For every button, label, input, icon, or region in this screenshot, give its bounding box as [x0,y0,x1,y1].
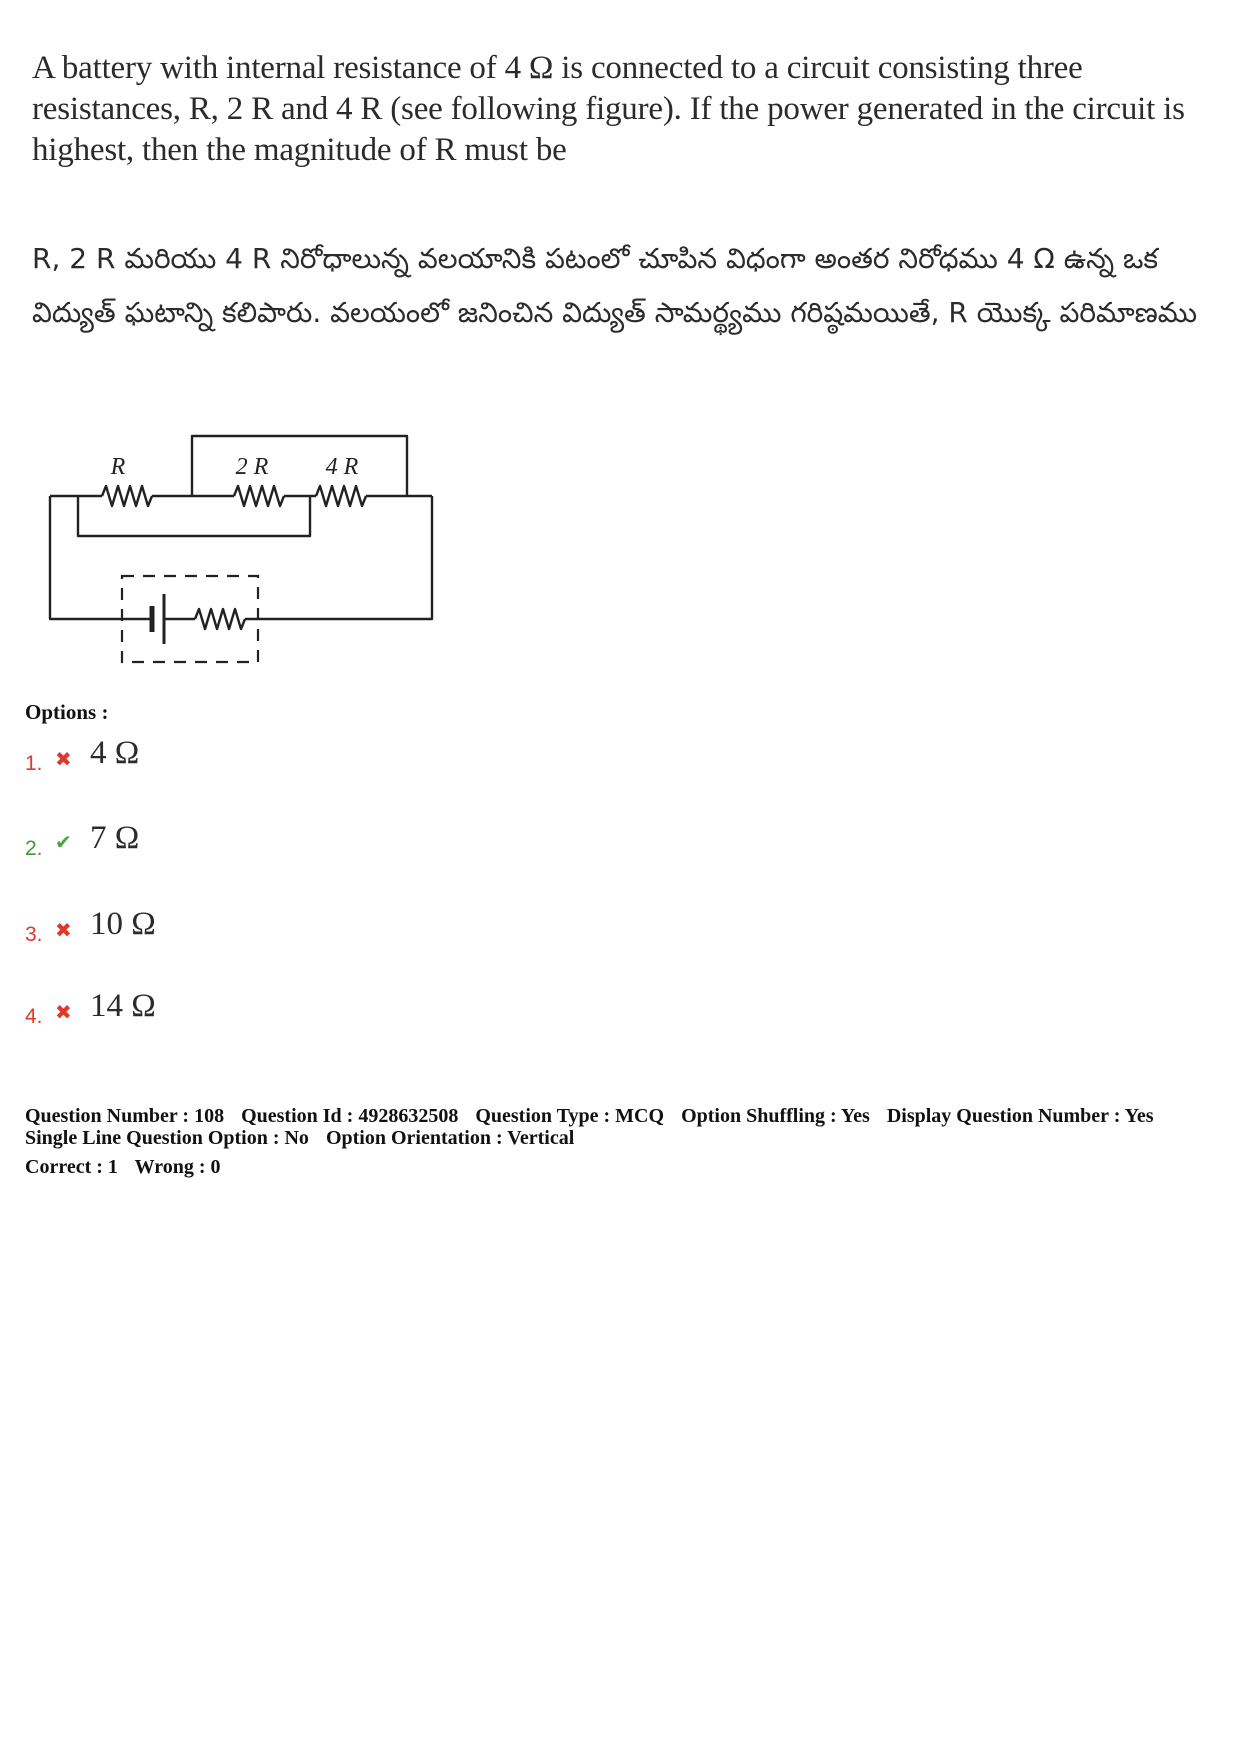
cross-icon: ✖ [55,918,72,942]
internal-resistor [195,609,245,629]
option-orientation: Option Orientation : Vertical [325,1127,575,1149]
resistor-2r [234,486,284,506]
resistor-4r [316,486,366,506]
label-r: R [110,454,126,480]
question-id: Question Id : 4928632508 [241,1105,459,1127]
wrong-marks: Wrong : 0 [134,1156,221,1178]
cross-icon: ✖ [55,1000,72,1024]
options-heading: Options : [25,700,109,724]
display-question-number: Display Question Number : Yes [886,1105,1154,1127]
option-shuffling: Option Shuffling : Yes [681,1105,870,1127]
question-type: Question Type : MCQ [475,1105,665,1127]
option-text: 10 Ω [90,906,156,942]
label-4r: 4 R [325,454,359,480]
resistor-r [102,486,152,506]
correct-marks: Correct : 1 [25,1156,118,1178]
circuit-diagram [40,426,450,666]
label-2r: 2 R [235,454,269,480]
question-meta-line-1 [25,1105,1166,1128]
option-text: 14 Ω [90,988,156,1024]
cross-icon: ✖ [55,747,72,771]
question-text-english: A battery with internal resistance of 4 Ω is connected to a circuit consisting three resistances, R, 2 R and 4 R (see following figure). If the power generated in the circuit is highest, then the magnitude of R must be [32,50,1185,168]
marking-scheme [25,1156,233,1179]
question-number: Question Number : 108 [25,1105,225,1127]
single-line-option: Single Line Question Option : No [25,1127,309,1149]
option-text: 4 Ω [90,735,140,771]
option-number: 2. [25,837,43,860]
option-text: 7 Ω [90,820,140,856]
check-icon: ✔ [55,830,72,854]
option-number: 4. [25,1005,43,1028]
option-number: 3. [25,923,43,946]
option-number: 1. [25,752,43,775]
question-text-telugu: R, 2 R మరియు 4 R నిరోధాలున్న వలయానికి పటంలో చూపిన విధంగా అంతర నిరోధము 4 Ω ఉన్న ఒక విద్యుత్ ఘటాన్ని కలిపారు. వలయంలో జనించిన విద్యుత్ సామర్థ్యము గరిష్ఠమయితే, R యొక్క పరిమాణము [32,242,1198,329]
question-meta-line-2 [25,1127,586,1150]
